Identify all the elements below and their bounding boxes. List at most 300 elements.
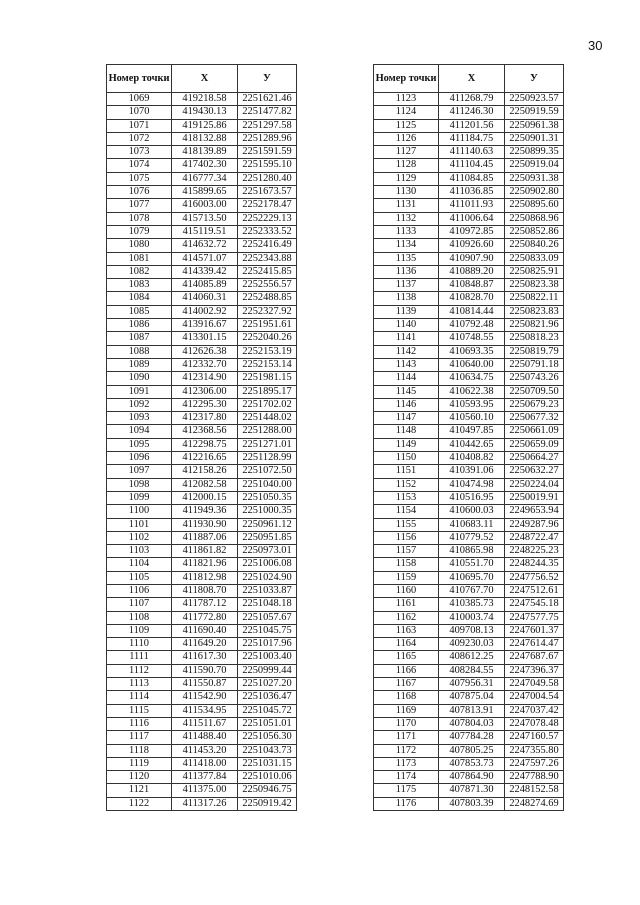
cell-x: 407803.39: [439, 797, 505, 810]
table-row: [374, 638, 564, 651]
table-row: [374, 558, 564, 571]
cell-point-number: 1167: [374, 678, 439, 691]
cell-x: 410683.11: [439, 518, 505, 531]
cell-x: 411590.70: [172, 664, 238, 677]
cell-x: 411930.90: [172, 518, 238, 531]
cell-x: 409708.13: [439, 624, 505, 637]
cell-point-number: 1085: [107, 305, 172, 318]
header-x: Х: [172, 65, 238, 93]
cell-x: 411011.93: [439, 199, 505, 212]
cell-x: 412317.80: [172, 412, 238, 425]
table-row: [374, 478, 564, 491]
cell-x: 410622.38: [439, 385, 505, 398]
cell-x: 410889.20: [439, 265, 505, 278]
cell-y: 2251043.73: [238, 744, 297, 757]
cell-point-number: 1148: [374, 425, 439, 438]
cell-y: 2250951.85: [238, 531, 297, 544]
cell-point-number: 1139: [374, 305, 439, 318]
cell-point-number: 1124: [374, 106, 439, 119]
table-row: [374, 159, 564, 172]
table-row: [107, 146, 297, 159]
cell-x: 410560.10: [439, 412, 505, 425]
table-row: [107, 624, 297, 637]
cell-y: 2247577.75: [505, 611, 564, 624]
cell-x: 407871.30: [439, 784, 505, 797]
cell-x: 412082.58: [172, 478, 238, 491]
page-number: 30: [588, 38, 603, 53]
cell-x: 407853.73: [439, 757, 505, 770]
cell-x: 410408.82: [439, 452, 505, 465]
header-point-number: Номер точки: [374, 65, 439, 93]
cell-point-number: 1096: [107, 452, 172, 465]
cell-point-number: 1118: [107, 744, 172, 757]
coordinates-table-left: [106, 64, 297, 811]
table-row: [107, 678, 297, 691]
cell-point-number: 1163: [374, 624, 439, 637]
table-row: [107, 518, 297, 531]
cell-y: 2250895.60: [505, 199, 564, 212]
cell-x: 412298.75: [172, 438, 238, 451]
cell-y: 2250818.23: [505, 332, 564, 345]
cell-point-number: 1152: [374, 478, 439, 491]
table-row: [107, 717, 297, 730]
cell-y: 2250661.09: [505, 425, 564, 438]
cell-y: 2250946.75: [238, 784, 297, 797]
table-row: [107, 731, 297, 744]
cell-point-number: 1069: [107, 93, 172, 106]
cell-x: 416777.34: [172, 172, 238, 185]
cell-x: 407956.31: [439, 678, 505, 691]
cell-point-number: 1087: [107, 332, 172, 345]
cell-x: 417402.30: [172, 159, 238, 172]
cell-x: 409230.03: [439, 638, 505, 651]
cell-y: 2248722.47: [505, 531, 564, 544]
cell-y: 2248225.23: [505, 545, 564, 558]
table-row: [107, 505, 297, 518]
cell-x: 411453.20: [172, 744, 238, 757]
table-row: [107, 558, 297, 571]
cell-x: 411550.87: [172, 678, 238, 691]
cell-y: 2247049.58: [505, 678, 564, 691]
table-row: [107, 478, 297, 491]
cell-x: 407805.25: [439, 744, 505, 757]
cell-y: 2249653.94: [505, 505, 564, 518]
cell-x: 412368.56: [172, 425, 238, 438]
cell-point-number: 1120: [107, 771, 172, 784]
table-row: [374, 412, 564, 425]
cell-x: 414002.92: [172, 305, 238, 318]
cell-y: 2251050.35: [238, 491, 297, 504]
cell-point-number: 1142: [374, 345, 439, 358]
cell-x: 407804.03: [439, 717, 505, 730]
cell-point-number: 1141: [374, 332, 439, 345]
cell-point-number: 1115: [107, 704, 172, 717]
cell-point-number: 1165: [374, 651, 439, 664]
cell-point-number: 1155: [374, 518, 439, 531]
cell-point-number: 1132: [374, 212, 439, 225]
cell-x: 411317.26: [172, 797, 238, 810]
cell-x: 411036.85: [439, 186, 505, 199]
cell-x: 410391.06: [439, 465, 505, 478]
cell-point-number: 1076: [107, 186, 172, 199]
cell-point-number: 1154: [374, 505, 439, 518]
cell-point-number: 1176: [374, 797, 439, 810]
table-row: [107, 797, 297, 810]
cell-point-number: 1160: [374, 584, 439, 597]
table-header-row: [107, 65, 297, 93]
cell-x: 410640.00: [439, 358, 505, 371]
cell-x: 412216.65: [172, 452, 238, 465]
cell-y: 2251056.30: [238, 731, 297, 744]
table-row: [374, 186, 564, 199]
cell-y: 2247160.57: [505, 731, 564, 744]
cell-point-number: 1149: [374, 438, 439, 451]
table-row: [107, 412, 297, 425]
cell-y: 2250224.04: [505, 478, 564, 491]
table-row: [107, 691, 297, 704]
table-row: [374, 678, 564, 691]
cell-y: 2250791.18: [505, 358, 564, 371]
table-row: [374, 465, 564, 478]
cell-y: 2251027.20: [238, 678, 297, 691]
cell-y: 2248152.58: [505, 784, 564, 797]
table-row: [374, 598, 564, 611]
cell-point-number: 1137: [374, 279, 439, 292]
cell-point-number: 1168: [374, 691, 439, 704]
cell-x: 411690.40: [172, 624, 238, 637]
cell-x: 412332.70: [172, 358, 238, 371]
cell-point-number: 1106: [107, 584, 172, 597]
table-row: [374, 784, 564, 797]
table-row: [107, 398, 297, 411]
cell-point-number: 1074: [107, 159, 172, 172]
cell-point-number: 1086: [107, 319, 172, 332]
cell-point-number: 1107: [107, 598, 172, 611]
cell-point-number: 1136: [374, 265, 439, 278]
cell-y: 2251297.58: [238, 119, 297, 132]
table-row: [107, 172, 297, 185]
cell-x: 412306.00: [172, 385, 238, 398]
cell-x: 411949.36: [172, 505, 238, 518]
cell-y: 2251017.96: [238, 638, 297, 651]
table-row: [374, 491, 564, 504]
table-row: [374, 132, 564, 145]
cell-point-number: 1172: [374, 744, 439, 757]
cell-x: 414571.07: [172, 252, 238, 265]
cell-y: 2252229.13: [238, 212, 297, 225]
cell-x: 411246.30: [439, 106, 505, 119]
table-row: [374, 279, 564, 292]
cell-y: 2247545.18: [505, 598, 564, 611]
cell-x: 411808.70: [172, 584, 238, 597]
cell-x: 412626.38: [172, 345, 238, 358]
cell-y: 2247601.37: [505, 624, 564, 637]
cell-x: 407864.90: [439, 771, 505, 784]
cell-point-number: 1146: [374, 398, 439, 411]
cell-y: 2251072.50: [238, 465, 297, 478]
cell-x: 416003.00: [172, 199, 238, 212]
table-row: [107, 784, 297, 797]
cell-point-number: 1075: [107, 172, 172, 185]
table-row: [107, 545, 297, 558]
cell-y: 2250825.91: [505, 265, 564, 278]
table-row: [107, 212, 297, 225]
cell-x: 410792.48: [439, 319, 505, 332]
cell-y: 2247788.90: [505, 771, 564, 784]
cell-x: 415119.51: [172, 225, 238, 238]
table-row: [374, 571, 564, 584]
cell-point-number: 1156: [374, 531, 439, 544]
cell-y: 2252333.52: [238, 225, 297, 238]
table-row: [107, 571, 297, 584]
cell-point-number: 1151: [374, 465, 439, 478]
cell-x: 413301.15: [172, 332, 238, 345]
cell-x: 410600.03: [439, 505, 505, 518]
cell-point-number: 1092: [107, 398, 172, 411]
cell-x: 411812.98: [172, 571, 238, 584]
cell-y: 2251271.01: [238, 438, 297, 451]
table-row: [107, 704, 297, 717]
cell-point-number: 1150: [374, 452, 439, 465]
cell-x: 410593.95: [439, 398, 505, 411]
table-row: [374, 398, 564, 411]
cell-x: 412158.26: [172, 465, 238, 478]
cell-y: 2250664.27: [505, 452, 564, 465]
cell-point-number: 1099: [107, 491, 172, 504]
table-row: [374, 305, 564, 318]
cell-point-number: 1161: [374, 598, 439, 611]
table-row: [107, 531, 297, 544]
table-row: [374, 265, 564, 278]
cell-y: 2251673.57: [238, 186, 297, 199]
cell-point-number: 1111: [107, 651, 172, 664]
table-row: [107, 199, 297, 212]
cell-point-number: 1143: [374, 358, 439, 371]
cell-x: 412295.30: [172, 398, 238, 411]
table-row: [374, 531, 564, 544]
cell-point-number: 1082: [107, 265, 172, 278]
cell-point-number: 1090: [107, 372, 172, 385]
cell-y: 2251280.40: [238, 172, 297, 185]
cell-point-number: 1103: [107, 545, 172, 558]
cell-point-number: 1174: [374, 771, 439, 784]
cell-x: 410907.90: [439, 252, 505, 265]
cell-point-number: 1153: [374, 491, 439, 504]
cell-x: 408612.25: [439, 651, 505, 664]
cell-y: 2251595.10: [238, 159, 297, 172]
cell-point-number: 1101: [107, 518, 172, 531]
cell-x: 411649.20: [172, 638, 238, 651]
cell-y: 2247512.61: [505, 584, 564, 597]
table-row: [107, 225, 297, 238]
cell-y: 2250677.32: [505, 412, 564, 425]
cell-point-number: 1071: [107, 119, 172, 132]
cell-y: 2250823.38: [505, 279, 564, 292]
table-row: [374, 385, 564, 398]
table-row: [107, 425, 297, 438]
cell-y: 2250901.31: [505, 132, 564, 145]
cell-y: 2251045.72: [238, 704, 297, 717]
cell-x: 411104.45: [439, 159, 505, 172]
cell-point-number: 1088: [107, 345, 172, 358]
table-row: [374, 771, 564, 784]
cell-y: 2251981.15: [238, 372, 297, 385]
cell-x: 411184.75: [439, 132, 505, 145]
cell-x: 411006.64: [439, 212, 505, 225]
table-row: [374, 797, 564, 810]
cell-y: 2250852.86: [505, 225, 564, 238]
cell-y: 2251288.00: [238, 425, 297, 438]
cell-y: 2252416.49: [238, 239, 297, 252]
cell-y: 2250973.01: [238, 545, 297, 558]
cell-y: 2250659.09: [505, 438, 564, 451]
cell-x: 411488.40: [172, 731, 238, 744]
cell-x: 419218.58: [172, 93, 238, 106]
cell-y: 2250632.27: [505, 465, 564, 478]
cell-y: 2252178.47: [238, 199, 297, 212]
table-row: [374, 518, 564, 531]
coordinates-table-right: [373, 64, 564, 811]
cell-point-number: 1102: [107, 531, 172, 544]
cell-y: 2247597.26: [505, 757, 564, 770]
header-y: У: [505, 65, 564, 93]
table-row: [374, 691, 564, 704]
cell-point-number: 1080: [107, 239, 172, 252]
cell-x: 419125.86: [172, 119, 238, 132]
cell-y: 2248244.35: [505, 558, 564, 571]
cell-point-number: 1145: [374, 385, 439, 398]
cell-y: 2251036.47: [238, 691, 297, 704]
cell-y: 2251448.02: [238, 412, 297, 425]
cell-point-number: 1125: [374, 119, 439, 132]
cell-y: 2250961.12: [238, 518, 297, 531]
cell-y: 2251591.59: [238, 146, 297, 159]
cell-y: 2250833.09: [505, 252, 564, 265]
cell-x: 407784.28: [439, 731, 505, 744]
cell-y: 2251051.01: [238, 717, 297, 730]
cell-x: 411140.63: [439, 146, 505, 159]
cell-y: 2251477.82: [238, 106, 297, 119]
cell-x: 410693.35: [439, 345, 505, 358]
cell-x: 410779.52: [439, 531, 505, 544]
cell-point-number: 1113: [107, 678, 172, 691]
cell-point-number: 1094: [107, 425, 172, 438]
table-row: [374, 664, 564, 677]
header-x: Х: [439, 65, 505, 93]
table-row: [107, 279, 297, 292]
cell-x: 415899.65: [172, 186, 238, 199]
table-row: [374, 225, 564, 238]
cell-y: 2247355.80: [505, 744, 564, 757]
cell-x: 410814.44: [439, 305, 505, 318]
cell-point-number: 1171: [374, 731, 439, 744]
cell-point-number: 1072: [107, 132, 172, 145]
cell-point-number: 1083: [107, 279, 172, 292]
cell-point-number: 1078: [107, 212, 172, 225]
cell-y: 2249287.96: [505, 518, 564, 531]
cell-y: 2252556.57: [238, 279, 297, 292]
cell-y: 2251000.35: [238, 505, 297, 518]
table-row: [107, 345, 297, 358]
cell-y: 2252343.88: [238, 252, 297, 265]
cell-y: 2250919.59: [505, 106, 564, 119]
cell-x: 410748.55: [439, 332, 505, 345]
table-row: [107, 132, 297, 145]
cell-point-number: 1089: [107, 358, 172, 371]
cell-x: 411887.06: [172, 531, 238, 544]
table-row: [374, 319, 564, 332]
cell-y: 2250919.04: [505, 159, 564, 172]
cell-x: 410385.73: [439, 598, 505, 611]
cell-point-number: 1133: [374, 225, 439, 238]
cell-y: 2247004.54: [505, 691, 564, 704]
cell-point-number: 1119: [107, 757, 172, 770]
table-row: [107, 385, 297, 398]
table-row: [374, 372, 564, 385]
cell-x: 411821.96: [172, 558, 238, 571]
cell-y: 2247687.67: [505, 651, 564, 664]
cell-x: 412314.90: [172, 372, 238, 385]
cell-y: 2251289.96: [238, 132, 297, 145]
cell-point-number: 1164: [374, 638, 439, 651]
table-row: [107, 93, 297, 106]
cell-point-number: 1073: [107, 146, 172, 159]
cell-point-number: 1081: [107, 252, 172, 265]
cell-point-number: 1109: [107, 624, 172, 637]
cell-y: 2251045.75: [238, 624, 297, 637]
table-row: [374, 545, 564, 558]
cell-y: 2250961.38: [505, 119, 564, 132]
cell-point-number: 1138: [374, 292, 439, 305]
cell-y: 2251003.40: [238, 651, 297, 664]
cell-x: 410474.98: [439, 478, 505, 491]
table-row: [107, 305, 297, 318]
table-row: [107, 265, 297, 278]
cell-x: 411268.79: [439, 93, 505, 106]
table-row: [107, 252, 297, 265]
cell-y: 2247396.37: [505, 664, 564, 677]
cell-x: 410442.65: [439, 438, 505, 451]
cell-point-number: 1157: [374, 545, 439, 558]
cell-x: 411201.56: [439, 119, 505, 132]
cell-y: 2251040.00: [238, 478, 297, 491]
table-row: [374, 292, 564, 305]
cell-y: 2250931.38: [505, 172, 564, 185]
table-row: [107, 651, 297, 664]
cell-x: 414060.31: [172, 292, 238, 305]
table-row: [107, 465, 297, 478]
cell-y: 2247756.52: [505, 571, 564, 584]
cell-x: 412000.15: [172, 491, 238, 504]
table-row: [374, 452, 564, 465]
table-row: [107, 771, 297, 784]
cell-x: 414632.72: [172, 239, 238, 252]
cell-y: 2251128.99: [238, 452, 297, 465]
cell-x: 411861.82: [172, 545, 238, 558]
cell-y: 2250999.44: [238, 664, 297, 677]
table-row: [374, 584, 564, 597]
table-row: [107, 159, 297, 172]
table-row: [374, 332, 564, 345]
cell-x: 410828.70: [439, 292, 505, 305]
cell-point-number: 1162: [374, 611, 439, 624]
cell-x: 414085.89: [172, 279, 238, 292]
table-row: [107, 598, 297, 611]
table-row: [374, 106, 564, 119]
table-row: [107, 119, 297, 132]
cell-point-number: 1128: [374, 159, 439, 172]
cell-y: 2250679.23: [505, 398, 564, 411]
